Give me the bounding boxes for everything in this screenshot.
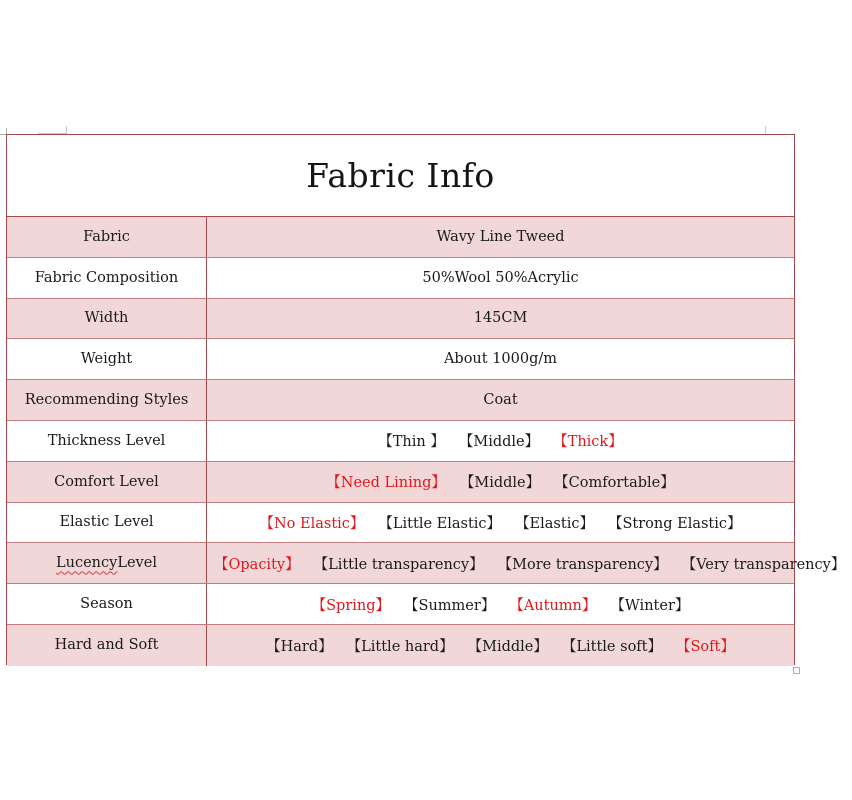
- row-label: Fabric: [7, 217, 207, 257]
- row-value: [207, 462, 794, 502]
- row-label: Recommending Styles: [7, 380, 207, 420]
- option: 【Strong Elastic】: [607, 515, 742, 532]
- row-label: Width: [7, 299, 207, 339]
- option-selected: 【Spring】: [311, 597, 391, 614]
- option: 【Comfortable】: [554, 475, 675, 492]
- table-row: [7, 503, 794, 544]
- table-row: [7, 339, 794, 380]
- option: 【Middle】: [458, 434, 540, 451]
- row-value: [207, 503, 794, 543]
- row-value: [207, 584, 794, 624]
- option: 【Little Elastic】: [378, 515, 502, 532]
- table-row: [7, 421, 794, 462]
- option: 【Little transparency】: [313, 556, 484, 573]
- row-value: [207, 625, 794, 666]
- row-label: Thickness Level: [7, 421, 207, 461]
- option: 【Summer】: [404, 597, 496, 614]
- row-label: Comfort Level: [7, 462, 207, 502]
- option: 【Elastic】: [515, 515, 594, 532]
- row-label: Lucency Level: [7, 543, 207, 583]
- title-row: [7, 135, 794, 217]
- option: 【Little soft】: [561, 638, 662, 655]
- option: 【Middle】: [467, 638, 548, 655]
- row-label: Elastic Level: [7, 503, 207, 543]
- option-selected: 【Thick】: [553, 434, 623, 451]
- table-row: [7, 380, 794, 421]
- option: 【Middle】: [459, 475, 541, 492]
- row-value: 50%Wool 50%Acrylic: [422, 269, 579, 286]
- row-value: Coat: [483, 392, 518, 409]
- table-row: [7, 584, 794, 625]
- table-row: [7, 543, 846, 584]
- option: 【Very transparency】: [681, 556, 846, 573]
- option-selected: 【Soft】: [676, 638, 735, 655]
- row-value: Wavy Line Tweed: [436, 228, 565, 245]
- table-resize-handle[interactable]: [793, 667, 800, 674]
- option-selected: 【Autumn】: [509, 597, 597, 614]
- table-title: Fabric Info: [306, 156, 495, 195]
- option: 【Winter】: [610, 597, 690, 614]
- table-row: [7, 217, 794, 258]
- table-body: [7, 217, 846, 666]
- option: 【More transparency】: [497, 556, 668, 573]
- row-value: 145CM: [473, 310, 528, 327]
- row-value: [207, 421, 794, 461]
- row-label: Hard and Soft: [7, 625, 207, 666]
- row-label: Weight: [7, 339, 207, 379]
- ruler-tick: [66, 126, 67, 134]
- option-selected: 【Opacity】: [214, 556, 300, 573]
- fabric-info-table: [6, 134, 846, 665]
- row-label: Fabric Composition: [7, 258, 207, 298]
- table-row: [7, 299, 794, 340]
- option-selected: 【No Elastic】: [259, 515, 365, 532]
- option: 【Hard】: [266, 638, 333, 655]
- table-row: [7, 258, 794, 299]
- table-row: [7, 462, 794, 503]
- ruler-tick: [765, 126, 766, 134]
- option: 【Little hard】: [346, 638, 454, 655]
- table-row: [7, 625, 794, 666]
- row-value: About 1000g/m: [443, 351, 558, 368]
- option: 【Thin 】: [378, 434, 445, 451]
- row-value: [207, 543, 852, 583]
- row-label: Season: [7, 584, 207, 624]
- option-selected: 【Need Lining】: [326, 475, 446, 492]
